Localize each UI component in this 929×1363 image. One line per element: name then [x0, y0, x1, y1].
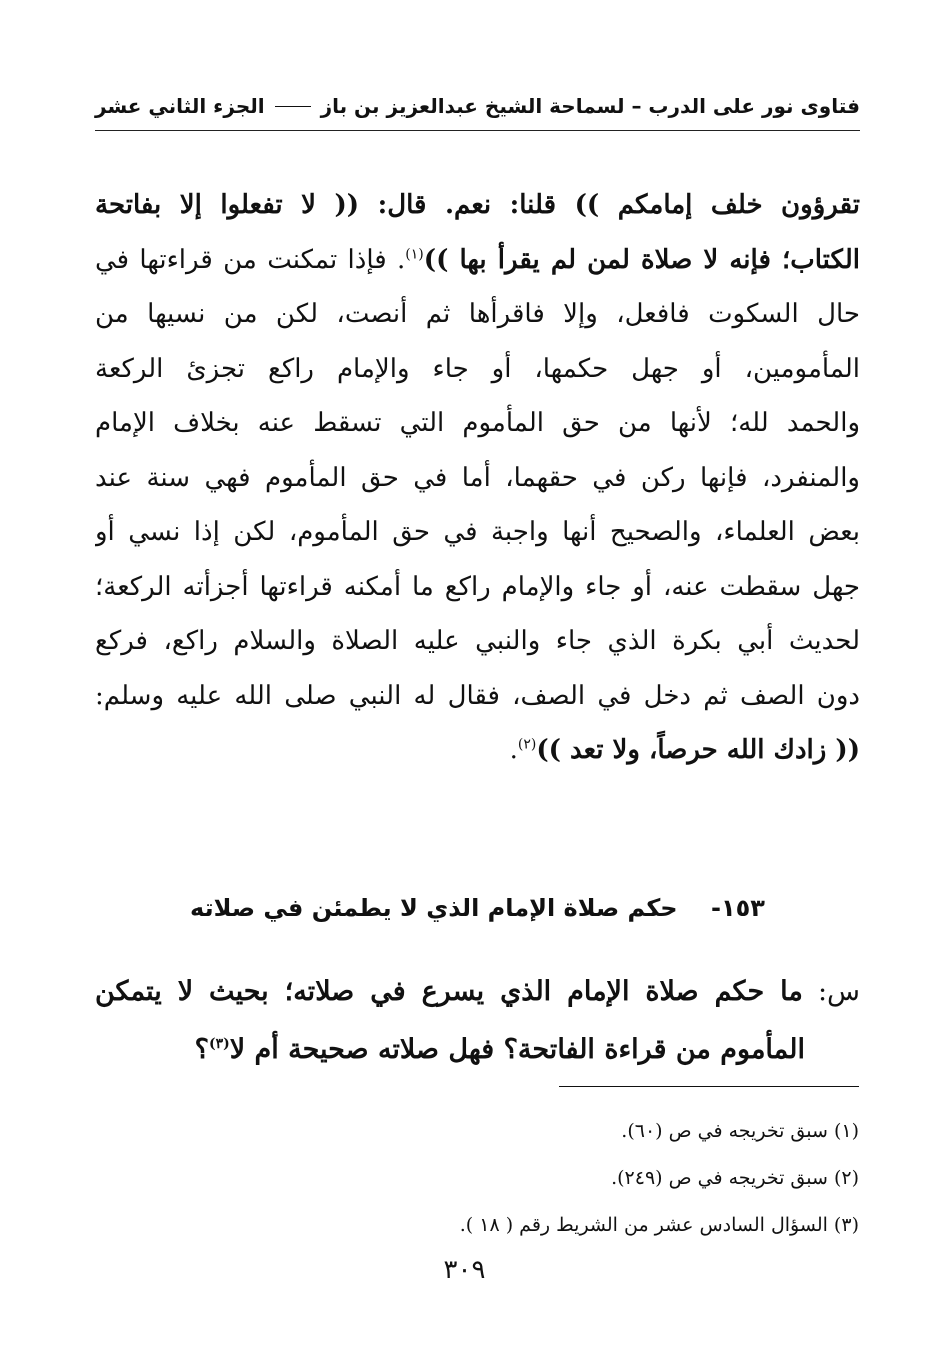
- running-header: [95, 86, 860, 126]
- part-label: الجزء الثاني عشر: [95, 94, 265, 118]
- answer-paragraph: [95, 178, 860, 778]
- text-segment: والمنفرد، فإنها ركن في حقهما، أما في حق المأموم فهي سنة عند: [95, 462, 860, 493]
- text-segment: لا تفعلوا إلا بفاتحة: [95, 190, 316, 220]
- page-number: ٣٠٩: [443, 1255, 486, 1285]
- text-line: [95, 287, 860, 342]
- text-segment: حال السكوت فافعل، وإلا فاقرأها ثم أنصت، لكن من نسيها من: [95, 299, 860, 329]
- question-text-2: المأموم من قراءة الفاتحة؟ فهل صلاته صحيحة أم لا: [229, 1034, 805, 1065]
- question-line-1: [95, 963, 860, 1021]
- text-line: [95, 614, 860, 669]
- footnote-marker: (٣): [208, 1036, 230, 1052]
- text-line: [95, 669, 860, 724]
- footnotes: [99, 1108, 859, 1249]
- section-title: حكم صلاة الإمام الذي لا يطمئن في صلاته: [190, 894, 678, 922]
- footnote-marker: (٢): [517, 736, 537, 753]
- text-segment: والحمد لله؛ لأنها من حق المأموم التي تسقط عنه بخلاف الإمام: [95, 408, 860, 438]
- text-segment: دون الصف ثم دخل في الصف، فقال له النبي صلى الله عليه وسلم:: [95, 680, 860, 711]
- text-segment: .: [509, 735, 518, 765]
- text-line: [95, 560, 860, 615]
- text-line: [95, 178, 860, 233]
- header-dash-rule: [275, 106, 311, 107]
- text-line: [95, 396, 860, 451]
- text-segment: جهل سقطت عنه، أو جاء والإمام راكع ما أمكنه قراءتها أجزأته الركعة؛: [95, 571, 860, 602]
- footnote-marker: (١): [405, 245, 424, 262]
- text-segment: . فإذا تمكنت من قراءتها في: [95, 244, 406, 275]
- text-segment: (( زادك الله حرصاً، ولا تعد )): [536, 735, 860, 765]
- footnote-item: (٣) السؤال السادس عشر من الشريط رقم ( ١٨ ).: [459, 1214, 859, 1236]
- question-prefix: س:: [802, 976, 860, 1007]
- text-segment: لحديث أبي بكرة الذي جاء والنبي عليه الصلاة والسلام راكع، فركع: [95, 626, 860, 656]
- footnote-item: (١) سبق تخريجه في ص (٦٠).: [621, 1120, 859, 1142]
- question-line-2: [95, 1021, 860, 1079]
- text-line: [95, 342, 860, 397]
- section-heading: [95, 888, 860, 928]
- text-segment: بعض العلماء، والصحيح أنها واجبة في حق المأموم، لكن إذا نسي أو: [95, 517, 860, 547]
- question-text-1: ما حكم صلاة الإمام الذي يسرع في صلاته؛ بحيث لا يتمكن: [95, 976, 803, 1007]
- text-segment: المأمومين، أو جهل حكمها، أو جاء والإمام راكع تجزئ الركعة: [95, 353, 860, 384]
- text-line: [95, 233, 860, 288]
- text-line: [95, 505, 860, 560]
- header-divider: [95, 130, 860, 131]
- question-end: ؟: [194, 1034, 209, 1065]
- footnote-item: (٢) سبق تخريجه في ص (٢٤٩).: [611, 1167, 859, 1189]
- footnote-divider: [559, 1086, 859, 1087]
- text-segment: تقرؤون خلف إمامكم )) قلنا: نعم. قال: ((: [315, 190, 860, 220]
- book-title: فتاوى نور على الدرب – لسماحة الشيخ عبدالعزيز بن باز: [320, 94, 860, 118]
- section-number: ١٥٣-: [711, 894, 765, 922]
- question-block: [95, 963, 860, 1079]
- text-line: [95, 451, 860, 506]
- text-segment: الكتاب؛ فإنه لا صلاة لمن لم يقرأ بها )): [423, 244, 860, 275]
- text-line: [95, 723, 860, 778]
